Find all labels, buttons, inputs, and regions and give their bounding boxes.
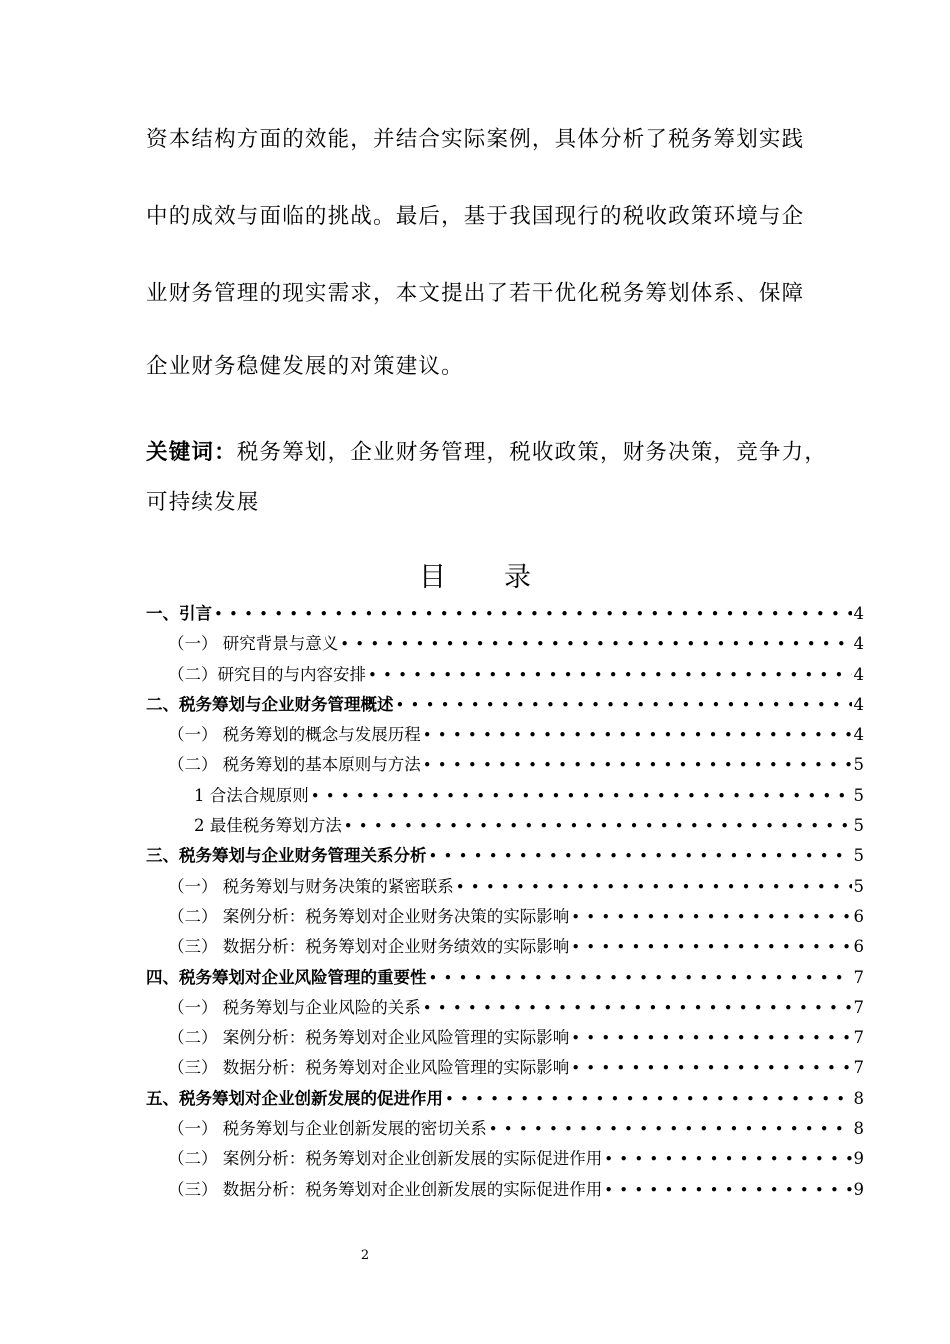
toc-dot-leader xyxy=(489,1114,852,1144)
toc-entry-relationship-analysis[interactable] xyxy=(146,841,864,871)
toc-page-number: 4 xyxy=(853,725,864,745)
toc-dot-leader xyxy=(604,1144,851,1174)
toc-dot-leader xyxy=(311,781,852,811)
toc-entry-text: （一） 税务筹划与企业风险的关系 xyxy=(168,997,421,1017)
toc-dot-leader xyxy=(368,660,852,690)
toc-entry-research-background[interactable] xyxy=(146,629,864,659)
toc-entry-risk-management[interactable] xyxy=(146,963,864,993)
toc-entry-text: （二） 案例分析：税务筹划对企业创新发展的实际促进作用 xyxy=(168,1149,603,1169)
toc-page-number: 8 xyxy=(853,1119,864,1139)
toc-page-number: 4 xyxy=(853,664,864,684)
toc-entry-text: （二）研究目的与内容安排 xyxy=(168,664,366,684)
toc-dot-leader xyxy=(571,1053,851,1083)
toc-page-number: 4 xyxy=(853,634,864,654)
toc-dot-leader xyxy=(423,720,852,750)
toc-entry-innovation[interactable] xyxy=(146,1084,864,1114)
toc-entry-overview[interactable] xyxy=(146,690,864,720)
page-number: 2 xyxy=(360,1248,370,1263)
toc-entry-text: 2 最佳税务筹划方法 xyxy=(194,816,342,836)
toc-entry-text: （一） 税务筹划与企业创新发展的密切关系 xyxy=(168,1119,487,1139)
toc-entry-text: 五、税务筹划对企业创新发展的促进作用 xyxy=(146,1088,443,1108)
toc-dot-leader xyxy=(396,690,852,720)
toc-dot-leader xyxy=(344,811,852,841)
toc-entry-case-risk-management[interactable] xyxy=(146,1023,864,1053)
toc-entry-text: （一） 税务筹划与财务决策的紧密联系 xyxy=(168,876,454,896)
toc-page-number: 5 xyxy=(853,785,864,805)
abstract-line-2: 中的成效与面临的挑战。最后，基于我国现行的税收政策环境与企 xyxy=(146,204,805,229)
toc-entry-legal-compliance[interactable] xyxy=(146,781,864,811)
toc-page-number: 8 xyxy=(853,1088,864,1108)
toc-entry-best-methods[interactable] xyxy=(146,811,864,841)
toc-page-number: 7 xyxy=(853,1028,864,1048)
toc-entry-case-innovation[interactable] xyxy=(146,1144,864,1174)
toc-entry-text: （三） 数据分析：税务筹划对企业风险管理的实际影响 xyxy=(168,1058,570,1078)
toc-title: 目录 xyxy=(419,562,589,593)
toc-entry-concept-history[interactable] xyxy=(146,720,864,750)
toc-dot-leader xyxy=(423,750,852,780)
toc-entry-case-financial-decisions[interactable] xyxy=(146,902,864,932)
keywords-label: 关键词： xyxy=(146,440,237,465)
toc-dot-leader xyxy=(340,629,851,659)
toc-dot-leader xyxy=(604,1175,851,1205)
toc-page-number: 7 xyxy=(853,967,864,987)
toc-entry-principles-methods[interactable] xyxy=(146,750,864,780)
toc-entry-innovation-relationship[interactable] xyxy=(146,1114,864,1144)
toc-dot-leader xyxy=(423,993,852,1023)
toc-entry-text: 三、税务筹划与企业财务管理关系分析 xyxy=(146,846,427,866)
toc-entry-text: （二） 案例分析：税务筹划对企业财务决策的实际影响 xyxy=(168,906,570,926)
toc-dot-leader xyxy=(571,1023,851,1053)
toc-page-number: 5 xyxy=(853,846,864,866)
toc-page-number: 9 xyxy=(853,1179,864,1199)
keywords-line xyxy=(146,438,826,468)
abstract-line-3: 业财务管理的现实需求，本文提出了若干优化税务筹划体系、保障 xyxy=(146,281,805,306)
toc-dot-leader xyxy=(571,932,851,962)
toc-entry-text: （二） 税务筹划的基本原则与方法 xyxy=(168,755,421,775)
toc-dot-leader xyxy=(429,841,852,871)
toc-page-number: 7 xyxy=(853,997,864,1017)
toc-dot-leader xyxy=(445,1084,852,1114)
toc-entry-research-purpose[interactable] xyxy=(146,660,864,690)
toc-page-number: 4 xyxy=(853,604,864,623)
toc-entry-text: 四、税务筹划对企业风险管理的重要性 xyxy=(146,967,427,987)
toc-entry-financial-decisions[interactable] xyxy=(146,872,864,902)
abstract-line-4: 企业财务稳健发展的对策建议。 xyxy=(146,354,464,379)
toc-dot-leader xyxy=(571,902,851,932)
toc-entry-data-financial-performance[interactable] xyxy=(146,932,864,962)
toc-entry-text: （一） 研究背景与意义 xyxy=(168,634,339,654)
toc-entry-text: （二） 案例分析：税务筹划对企业风险管理的实际影响 xyxy=(168,1028,570,1048)
toc-page-number: 6 xyxy=(853,906,864,926)
toc-page-number: 5 xyxy=(853,816,864,836)
abstract-line-1: 资本结构方面的效能，并结合实际案例，具体分析了税务筹划实践 xyxy=(146,127,805,152)
toc-dot-leader xyxy=(214,599,852,629)
keywords-continuation: 可持续发展 xyxy=(146,490,260,515)
toc-entry-text: 1 合法合规原则 xyxy=(194,785,309,805)
toc-page-number: 6 xyxy=(853,937,864,957)
toc-entry-text: （三） 数据分析：税务筹划对企业财务绩效的实际影响 xyxy=(168,937,570,957)
toc-entry-text: 一、引言 xyxy=(146,604,212,623)
toc-entry-data-risk-management[interactable] xyxy=(146,1053,864,1083)
toc-dot-leader xyxy=(456,872,852,902)
toc-page-number: 5 xyxy=(853,755,864,775)
keywords-text: 税务筹划，企业财务管理，税收政策，财务决策，竞争力， xyxy=(236,440,828,465)
toc-page-number: 4 xyxy=(853,694,864,714)
toc-page-number: 5 xyxy=(853,876,864,896)
toc-entry-data-innovation[interactable] xyxy=(146,1175,864,1205)
toc-entry-text: （一） 税务筹划的概念与发展历程 xyxy=(168,725,421,745)
toc-entry-risk-relationship[interactable] xyxy=(146,993,864,1023)
toc-entry-text: 二、税务筹划与企业财务管理概述 xyxy=(146,694,394,714)
table-of-contents xyxy=(146,599,864,1205)
toc-entry-text: （三） 数据分析：税务筹划对企业创新发展的实际促进作用 xyxy=(168,1179,603,1199)
toc-page-number: 7 xyxy=(853,1058,864,1078)
toc-dot-leader xyxy=(429,963,852,993)
toc-page-number: 9 xyxy=(853,1149,864,1169)
toc-entry-introduction[interactable] xyxy=(146,599,864,629)
